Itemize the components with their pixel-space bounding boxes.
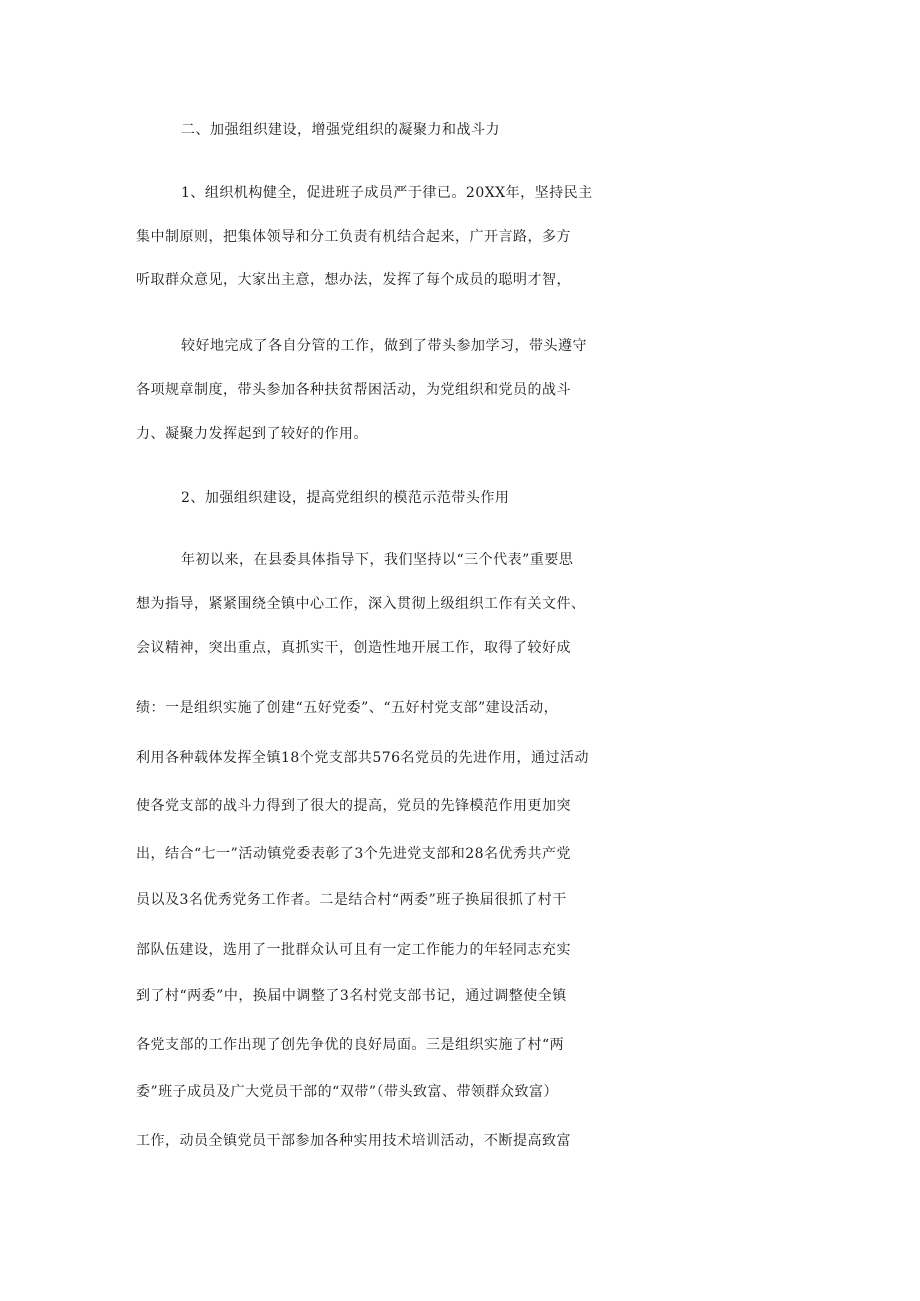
paragraph-line: 绩：一是组织实施了创建“五好党委”、“五好村党支部”建设活动，: [136, 700, 559, 716]
paragraph-line: 出，结合“七一”活动镇党委表彰了3个先进党支部和28名优秀共产党: [136, 846, 572, 862]
paragraph-line: 听取群众意见，大家出主意，想办法，发挥了每个成员的聪明才智，: [136, 272, 571, 288]
paragraph-line: 力、凝聚力发挥起到了较好的作用。: [136, 426, 368, 442]
paragraph-line: 利用各种载体发挥全镇18个党支部共576名党员的先进作用，通过活动: [136, 750, 590, 766]
paragraph-line: 较好地完成了各自分管的工作，做到了带头参加学习，带头遵守: [181, 338, 587, 354]
subsection-heading: 2、加强组织建设，提高党组织的模范示范带头作用: [181, 490, 510, 506]
paragraph-line: 部队伍建设，选用了一批群众认可且有一定工作能力的年轻同志充实: [136, 942, 571, 958]
paragraph-line: 想为指导，紧紧围绕全镇中心工作，深入贯彻上级组织工作有关文件、: [136, 596, 586, 612]
paragraph-line: 各项规章制度，带头参加各种扶贫帮困活动，为党组织和党员的战斗: [136, 382, 571, 398]
paragraph-line: 集中制原则，把集体领导和分工负责有机结合起来，广开言路，多方: [136, 229, 571, 245]
paragraph-line: 工作，动员全镇党员干部参加各种实用技术培训活动，不断提高致富: [136, 1133, 571, 1149]
paragraph-line: 年初以来，在县委具体指导下，我们坚持以“三个代表”重要思: [181, 552, 574, 568]
paragraph-line: 到了村“两委”中，换届中调整了3名村党支部书记，通过调整使全镇: [136, 988, 567, 1004]
paragraph-line: 会议精神，突出重点，真抓实干，创造性地开展工作，取得了较好成: [136, 640, 571, 656]
paragraph-line: 使各党支部的战斗力得到了很大的提高，党员的先锋模范作用更加突: [136, 798, 571, 814]
paragraph-line: 员以及3名优秀党务工作者。二是结合村“两委”班子换届很抓了村干: [136, 892, 567, 908]
paragraph-line: 各党支部的工作出现了创先争优的良好局面。三是组织实施了村“两: [136, 1037, 565, 1053]
paragraph-line: 委”班子成员及广大党员干部的“双带”（带头致富、带领群众致富）: [136, 1084, 558, 1100]
section-heading: 二、加强组织建设，增强党组织的凝聚力和战斗力: [181, 122, 500, 138]
paragraph-line: 1、组织机构健全，促进班子成员严于律已。20XX年，坚持民主: [181, 185, 593, 201]
